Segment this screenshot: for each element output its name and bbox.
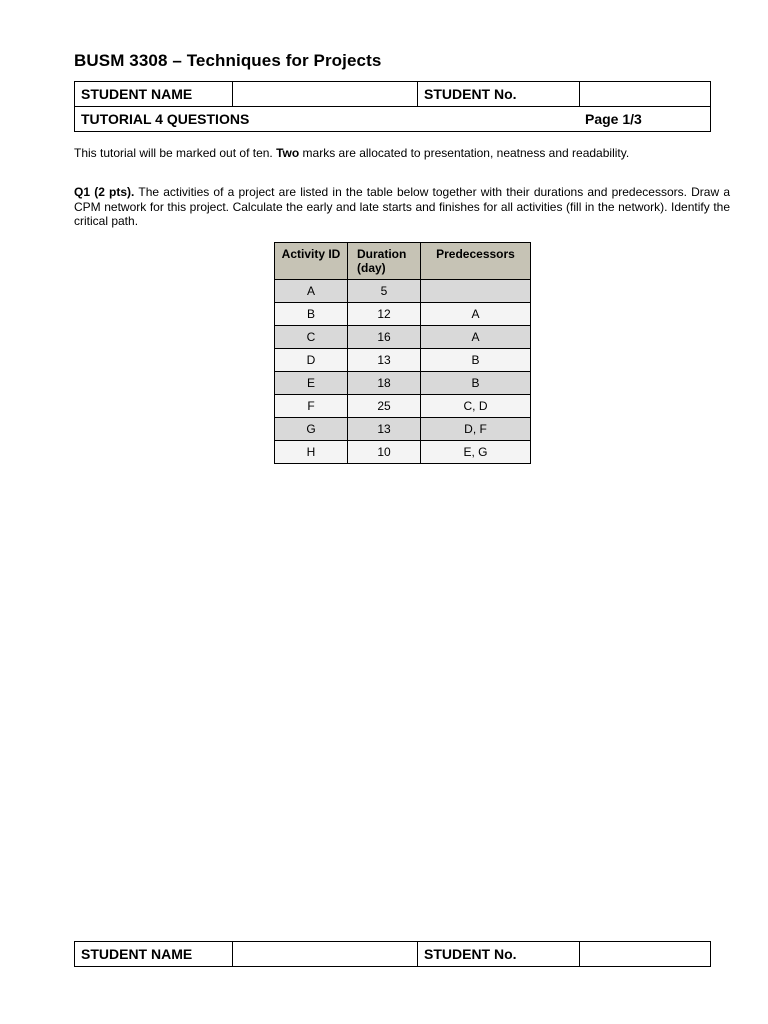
intro-text-end: marks are allocated to presentation, neatness and readability. — [299, 146, 630, 160]
student-no-label: STUDENT No. — [418, 82, 580, 107]
question-1 — [74, 185, 730, 229]
duration-cell: 25 — [348, 395, 421, 418]
duration-cell: 13 — [348, 349, 421, 372]
table-row — [275, 326, 531, 349]
col-header-predecessors: Predecessors — [421, 243, 531, 280]
predecessors-cell: B — [421, 349, 531, 372]
table-row — [275, 349, 531, 372]
footer-student-no-label: STUDENT No. — [418, 942, 580, 967]
intro-paragraph — [74, 146, 730, 161]
predecessors-cell: B — [421, 372, 531, 395]
footer-student-name-field[interactable] — [233, 942, 418, 967]
student-name-label: STUDENT NAME — [75, 82, 233, 107]
activity-id-cell: B — [275, 303, 348, 326]
duration-cell: 16 — [348, 326, 421, 349]
question-1-label: Q1 (2 pts). — [74, 185, 135, 199]
student-name-field[interactable] — [233, 82, 418, 107]
footer-student-no-field[interactable] — [580, 942, 711, 967]
page-number: Page 1/3 — [585, 111, 642, 127]
duration-cell: 5 — [348, 280, 421, 303]
col-header-activity-id: Activity ID — [275, 243, 348, 280]
table-row — [275, 372, 531, 395]
predecessors-cell: A — [421, 326, 531, 349]
page-title: BUSM 3308 – Techniques for Projects — [74, 51, 382, 70]
intro-text: This tutorial will be marked out of ten. — [74, 146, 277, 160]
table-row — [275, 441, 531, 464]
duration-cell: 18 — [348, 372, 421, 395]
footer-student-name-label: STUDENT NAME — [75, 942, 233, 967]
predecessors-cell — [421, 280, 531, 303]
activity-id-cell: C — [275, 326, 348, 349]
table-row — [275, 418, 531, 441]
activity-id-cell: G — [275, 418, 348, 441]
activity-id-cell: H — [275, 441, 348, 464]
tutorial-label: TUTORIAL 4 QUESTIONS — [81, 111, 250, 127]
predecessors-cell: A — [421, 303, 531, 326]
tutorial-row — [75, 107, 711, 132]
col-header-duration: Duration (day) — [348, 243, 421, 280]
activity-id-cell: F — [275, 395, 348, 418]
question-1-text: The activities of a project are listed in the table below together with their durations and predecessors. Draw a CPM network for this project. Calculate the early and late starts and finishes for all activities (fill in the network). Identify the critical path. — [74, 185, 730, 228]
table-row — [275, 280, 531, 303]
student-no-field[interactable] — [580, 82, 711, 107]
duration-cell: 12 — [348, 303, 421, 326]
predecessors-cell: E, G — [421, 441, 531, 464]
activity-id-cell: D — [275, 349, 348, 372]
table-row — [275, 395, 531, 418]
duration-cell: 13 — [348, 418, 421, 441]
activity-id-cell: E — [275, 372, 348, 395]
duration-cell: 10 — [348, 441, 421, 464]
predecessors-cell: C, D — [421, 395, 531, 418]
student-footer-box — [74, 941, 711, 967]
student-header-box — [74, 81, 711, 132]
activities-table — [274, 242, 531, 464]
intro-bold: Two — [276, 146, 300, 160]
predecessors-cell: D, F — [421, 418, 531, 441]
activity-id-cell: A — [275, 280, 348, 303]
table-row — [275, 303, 531, 326]
